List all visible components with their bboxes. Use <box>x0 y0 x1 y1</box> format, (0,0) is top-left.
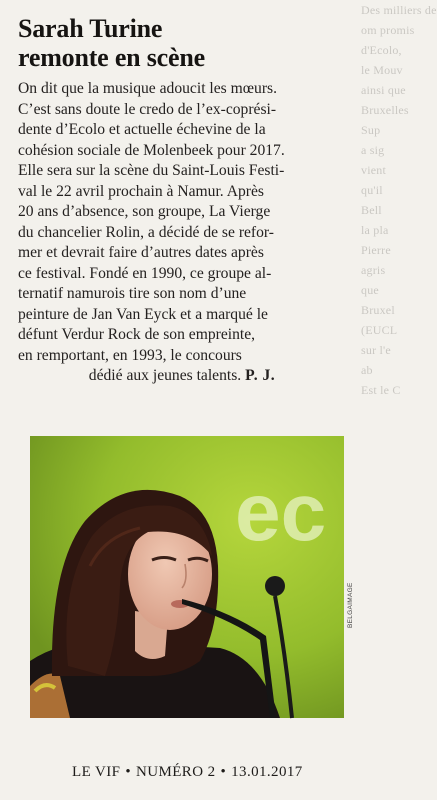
bleed-line: Bruxel <box>361 303 395 317</box>
bleed-line: (EUCL <box>361 323 398 337</box>
body-line: en remportant, en 1993, le concours <box>18 346 242 364</box>
footer-separator: • <box>125 764 132 780</box>
bleed-line: d'Ecolo, <box>361 43 402 57</box>
backdrop-lettering: ec <box>235 467 327 558</box>
issue-date: 13.01.2017 <box>231 764 303 780</box>
bleed-line: Sup <box>361 123 381 137</box>
article-headline <box>18 14 346 72</box>
body-line: Elle sera sur la scène du Saint-Louis Festi- <box>18 162 285 179</box>
body-line: peinture de Jan Van Eyck et a marqué le <box>18 305 268 323</box>
bleed-line: om promis <box>361 23 415 37</box>
bleed-line: Bell <box>361 203 382 217</box>
bleed-line: vient <box>361 163 386 177</box>
body-line: mer et devrait faire d’autres dates après <box>18 244 264 261</box>
bleed-line: le Mouv <box>361 63 403 77</box>
body-line: défunt Verdur Rock de son empreinte, <box>18 326 256 343</box>
page-footer <box>72 764 303 781</box>
bleed-line: que <box>361 283 379 297</box>
body-line: 20 ans d’absence, son groupe, La Vierge <box>18 203 271 220</box>
body-line: cohésion sociale de Molenbeek pour 2017. <box>18 141 285 159</box>
body-line: du chancelier Rolin, a décidé de se refor- <box>18 223 274 241</box>
issue-number: NUMÉRO 2 <box>136 764 216 780</box>
bleed-line: Est le C <box>361 383 401 397</box>
headline-line: Sarah Turine <box>18 14 163 43</box>
body-line: On dit que la musique adoucit les mœurs. <box>18 80 277 97</box>
bleed-line: ainsi que <box>361 83 406 97</box>
body-line-last <box>18 366 346 387</box>
body-line: ce festival. Fondé en 1990, ce groupe al- <box>18 264 272 282</box>
bleed-line: sur l'e <box>361 343 391 357</box>
body-line: ternatif namurois tire son nom d’une <box>18 285 247 302</box>
author-initials: P. J. <box>245 367 276 384</box>
portrait-photo <box>30 436 344 718</box>
news-brief <box>18 14 346 387</box>
adjacent-column-bleed <box>361 0 437 430</box>
body-line: val le 22 avril prochain à Namur. Après <box>18 182 264 200</box>
bleed-line: Bruxelles <box>361 103 409 117</box>
bleed-line: Des milliers de <box>361 3 437 17</box>
bleed-line: a sig <box>361 143 385 157</box>
body-line: C’est sans doute le credo de l’ex-coprési- <box>18 100 277 118</box>
bleed-line: qu'il <box>361 183 383 197</box>
article-body <box>18 79 346 387</box>
microphone-head <box>265 576 285 596</box>
headline-line: remonte en scène <box>18 43 205 72</box>
footer-separator: • <box>220 764 227 780</box>
bleed-line: la pla <box>361 223 389 237</box>
photo-credit: BELGAIMAGE <box>347 582 354 628</box>
bleed-line: Pierre <box>361 243 391 257</box>
bleed-line: ab <box>361 363 373 377</box>
magazine-name: LE VIF <box>72 764 121 780</box>
body-line-text: dédié aux jeunes talents. <box>88 367 242 384</box>
bleed-line: agris <box>361 263 386 277</box>
portrait-illustration <box>30 436 344 718</box>
body-line: dente d’Ecolo et actuelle échevine de la <box>18 121 266 138</box>
